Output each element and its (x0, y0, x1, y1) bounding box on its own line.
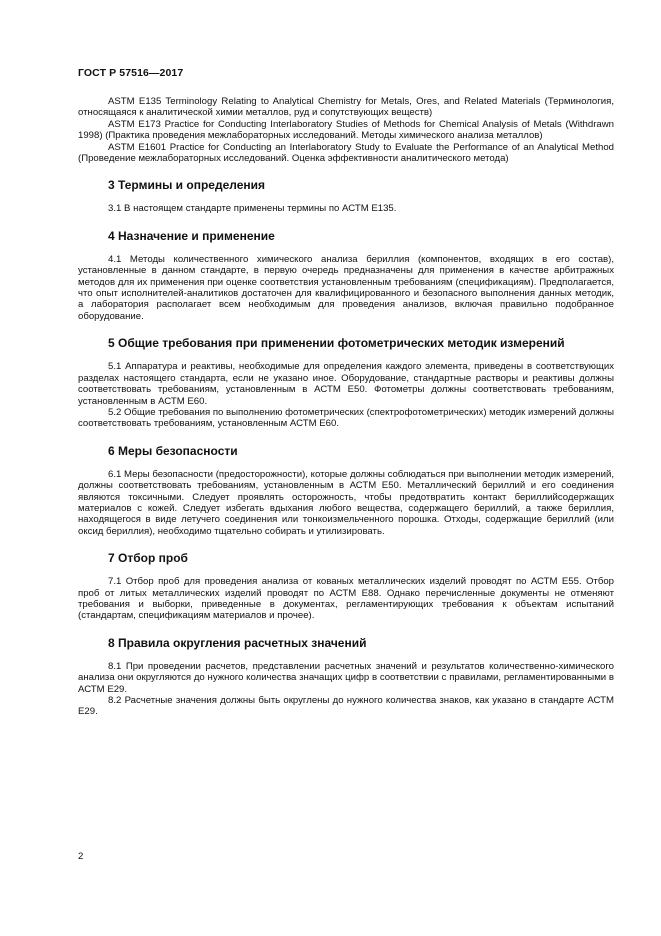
reference-astm-e173: ASTM E173 Practice for Conducting Interlaboratory Studies of Methods for Chemical Analysis of Metals (Withdrawn 1998) (Практика проведения межлабораторных исследований. Методы химического анализа металлов) (78, 118, 614, 142)
reference-astm-e1601: ASTM E1601 Practice for Conducting an Interlaboratory Study to Evaluate the Performance of an Analytical Method (Проведение межлабораторных исследований. Оценка эффективности аналитического метода) (78, 141, 614, 165)
section-7-heading: 7 Отбор проб (108, 551, 188, 566)
reference-astm-e135: ASTM E135 Terminology Relating to Analytical Chemistry for Metals, Ores, and Related Materials (Терминология, относящаяся к аналитической химии металлов, руд и сопутствующих веществ) (78, 96, 614, 119)
paragraph-7-1: 7.1 Отбор проб для проведения анализа от кованых металлических изделий проводят по АСТМ Е55. Отбор проб от литых металлических изделий проводят по АСТМ Е88. Однако перечисленные документы не отменяют требования и выборки, приведенные в документах, регламентирующих требования к объектам испытаний (стандартам, спецификациям материалов и прочее). (78, 576, 614, 622)
paragraph-5-1: 5.1 Аппаратура и реактивы, необходимые для определения каждого элемента, приведены в соответствующих разделах настоящего стандарта, если не указано иное. Оборудование, стандартные растворы и реактивы должны соответствовать требованиям, установленным в АСТМ Е50. Фотометры должны соответствовать требованиям, установленным в АСТМ Е60. (78, 361, 614, 407)
paragraph-6-1: 6.1 Меры безопасности (предосторожности), которые должны соблюдаться при выполнении методик измерений, должны соответствовать требованиям, установленным в АСТМ Е50. Металлический бериллий и его соединения являются токсичными. Следует проявлять осторожность, чтобы предотвратить контакт бериллийсодержащих материалов с кожей. Следует избегать вдыхания любого вещества, содержащего бериллий, а также бериллия, находящегося в виде летучего соединения или тонкоизмельченного порошка. Отходы, содержащие бериллий (или оксид бериллия), необходимо тщательно собирать и утилизировать. (78, 468, 614, 537)
section-5-heading: 5 Общие требования при применении фотометрических методик измерений (108, 336, 565, 351)
paragraph-8-1: 8.1 При проведении расчетов, представлении расчетных значений и результатов количественно-химического анализа они округляются до нужного количества значащих цифр в соответствии с правилами, регламентированными в АСТМ Е29. (78, 660, 614, 695)
page-number: 2 (78, 851, 84, 862)
page-body (78, 96, 614, 718)
section-6-heading: 6 Меры безопасности (108, 443, 238, 458)
section-8-heading: 8 Правила округления расчетных значений (108, 635, 367, 650)
document-header: ГОСТ Р 57516—2017 (78, 67, 184, 79)
paragraph-8-2: 8.2 Расчетные значения должны быть округлены до нужного количества знаков, как указано в стандарте АСТМ Е29. (78, 695, 614, 718)
section-4-heading: 4 Назначение и применение (108, 228, 275, 243)
paragraph-5-2: 5.2 Общие требования по выполнению фотометрических (спектрофотометрических) методик измерений должны соответствовать требованиям, установленным АСТМ Е60. (78, 406, 614, 430)
paragraph-4-1: 4.1 Методы количественного химического анализа бериллия (компонентов, входящих в его состав), установленные в данном стандарте, в первую очередь предназначены для применения в качестве арбитражных методов для их применения при оценке соответствия установленным требованиям (спецификациям). Предполагается, что опыт исполнителей-аналитиков достаточен для квалифицированного и безопасного выполнения данных методик, а лаборатория располагает всем необходимым для проведения анализов, включая правильно подобранное оборудование. (78, 253, 614, 322)
paragraph-3-1: 3.1 В настоящем стандарте применены термины по АСТМ Е135. (108, 203, 397, 215)
section-3-heading: 3 Термины и определения (108, 178, 266, 193)
